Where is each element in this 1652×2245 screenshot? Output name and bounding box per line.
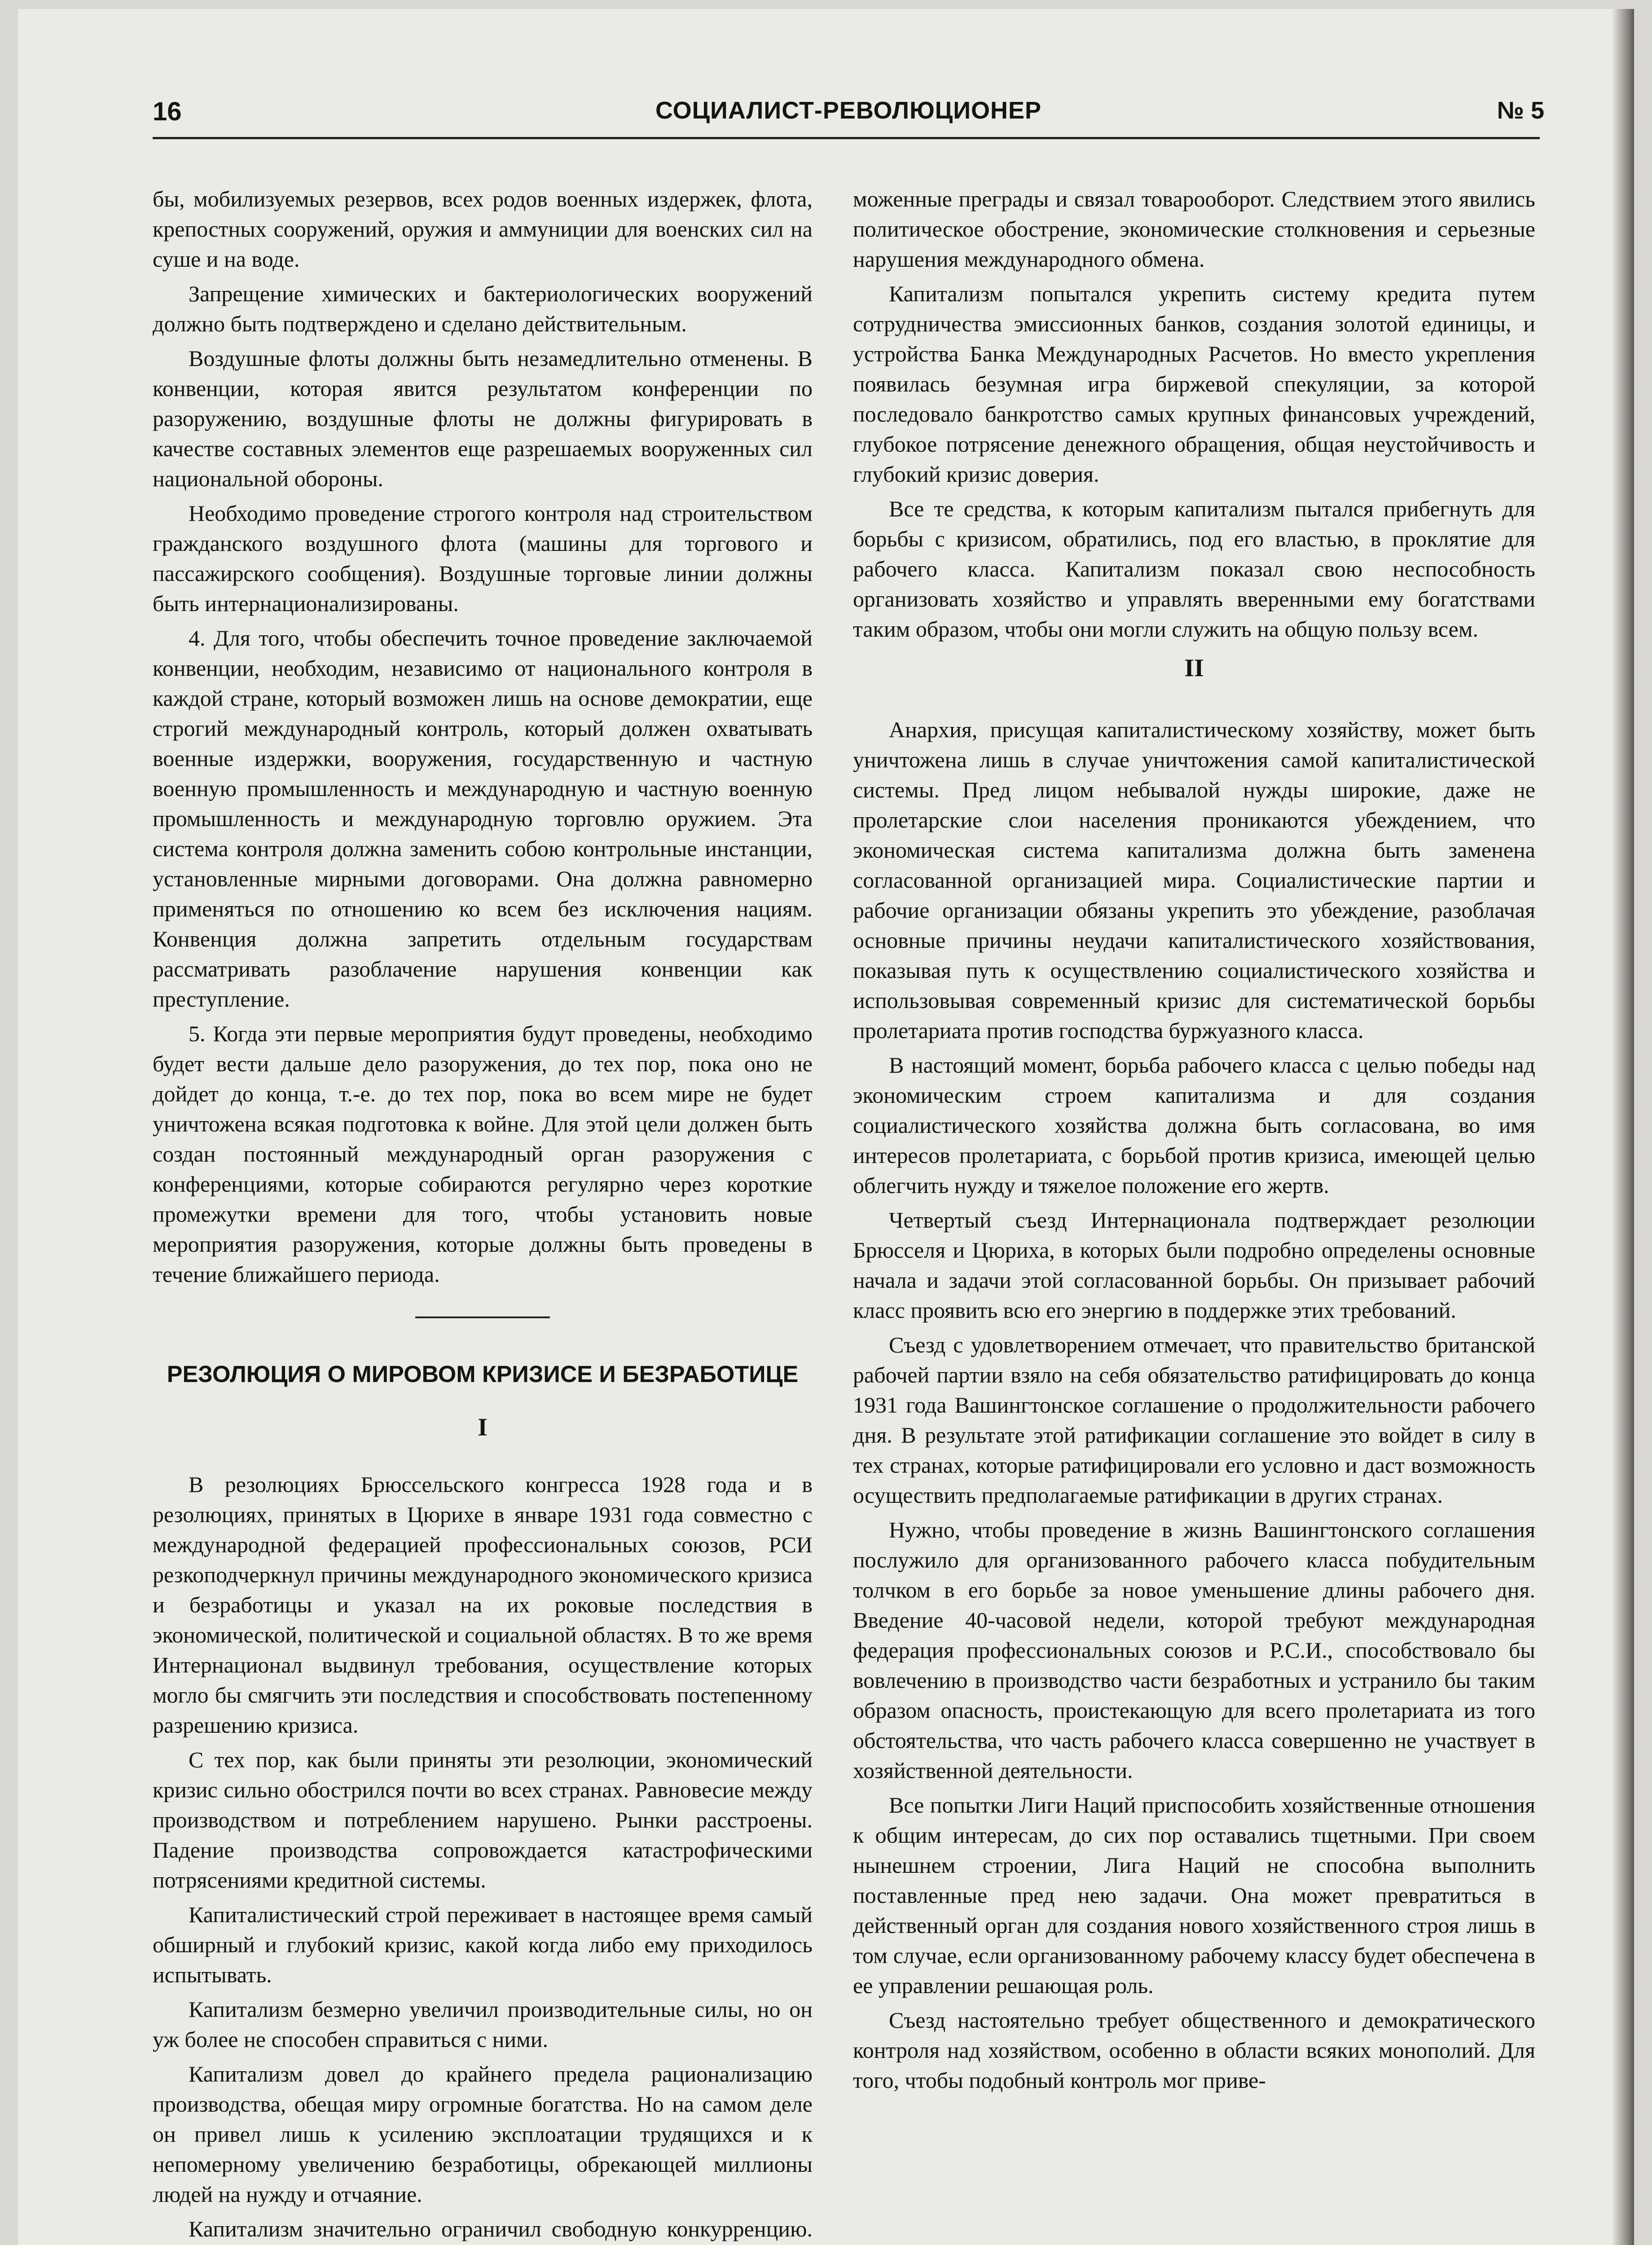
- paragraph: 5. Когда эти первые мероприятия будут проведены, необходимо будет вести дальше дело разоружения, до тех пор, пока оно не дойдет до конца, т.-е. до тех пор, пока во всем мире не будет уничтожена всякая подготовка к войне. Для этой цели должен быть создан постоянный международный орган разоружения с конференциями, которые собираются регулярно через короткие промежутки времени для того, чтобы установить новые мероприятия разоружения, которые должны быть проведены в течение ближайшего периода.: [153, 1021, 813, 1287]
- paragraph: Все попытки Лиги Наций приспособить хозяйственные отношения к общим интересам, до сих пор оставались тщетными. При своем нынешнем строении, Лига Наций не способна выполнить поставленные пред нею задачи. Она может превратиться в действенный орган для создания нового хозяйственного строя лишь в том случае, если организованному рабочему классу будет обеспечена в ее управлении решающая роль.: [853, 1792, 1535, 1998]
- paragraph: Капиталистический строй переживает в настоящее время самый обширный и глубокий кризис, какой когда либо ему приходилось испытывать.: [153, 1902, 813, 1987]
- page-header: [153, 97, 1544, 132]
- journal-title: СОЦИАЛИСТ-РЕВОЛЮЦИОНЕР: [655, 97, 1042, 124]
- paragraph: В настоящий момент, борьба рабочего класса с целью победы над экономическим строем капитализма и для создания социалистического хозяйства должна быть согласована, во имя интересов пролетариата, с борьбой против кризиса, имеющей целью облегчить нужду и тяжелое положение его жертв.: [853, 1052, 1535, 1198]
- document-page: [18, 9, 1634, 2245]
- paragraph: Съезд с удовлетворением отмечает, что правительство британской рабочей партии взяло на себя обязательство ратифицировать до конца 1931 года Вашингтонское соглашение о продолжительности рабочего дня. В результате этой ратификации соглашение это войдет в силу в тех странах, которые ратифицировали его условно и даст возможность осуществить предполагаемые ратификации в других странах.: [853, 1332, 1535, 1508]
- paragraph: Четвертый съезд Интернационала подтверждает резолюции Брюсселя и Цюриха, в которых были подробно определены основные начала и задачи этой согласованной борьбы. Он призывает рабочий класс проявить всю его энергию в поддержке этих требований.: [853, 1207, 1535, 1323]
- section-number-two: II: [1184, 654, 1204, 682]
- paragraph: В резолюциях Брюссельского конгресса 1928 года и в резолюциях, принятых в Цюрихе в январе 1931 года совместно с международной федерацией профессиональных союзов, РСИ резкоподчеркнул причины международного экономического кризиса и безработицы и указал на их роковые последствия в экономической, политической и социальной областях. В то же время Интернационал выдвинул требования, осуществление которых могло бы смягчить эти последствия и способствовать постепенному разрешению кризиса.: [153, 1472, 813, 1738]
- section-number-one: I: [478, 1413, 488, 1441]
- section-divider: [415, 1316, 550, 1318]
- resolution-title: РЕЗОЛЮЦИЯ О МИРОВОМ КРИЗИСЕ И БЕЗРАБОТИЦЕ: [167, 1361, 799, 1387]
- paragraph: Воздушные флоты должны быть незамедлительно отменены. В конвенции, которая явится результатом конференции по разоружению, воздушные флоты не должны фигурировать в качестве составных элементов еще разрешаемых вооруженных сил национальной обороны.: [153, 346, 813, 491]
- paragraph: бы, мобилизуемых резервов, всех родов военных издержек, флота, крепостных сооружений, оружия и аммуниции для военских сил на суше и на воде.: [153, 186, 813, 272]
- page-number: 16: [153, 97, 182, 126]
- paragraph: Все те средства, к которым капитализм пытался прибегнуть для борьбы с кризисом, обратились, под его властью, в проклятие для рабочего класса. Капитализм показал свою неспособность организовать хозяйство и управлять вверенными ему богатствами таким образом, чтобы они могли служить на общую пользу всем.: [853, 496, 1535, 642]
- paragraph: Нужно, чтобы проведение в жизнь Вашингтонского соглашения послужило для организованного рабочего класса побудительным толчком в его борьбе за новое уменьшение длины рабочего дня. Введение 40-часовой недели, которой требуют международная федерация профессиональных союзов и Р.С.И., способствовало бы вовлечению в производство части безработных и устранило бы таким образом опасность, проистекающую для всего пролетариата из того обстоятельства, что часть рабочего класса совершенно не участвует в хозяйственной деятельности.: [853, 1517, 1535, 1783]
- paragraph: Капитализм довел до крайнего предела рационализацию производства, обещая миру огромные богатства. Но на самом деле он привел лишь к усилению эксплоатации трудящихся и к непомерному увеличению безработицы, обрекающей миллионы людей на нужду и отчаяние.: [153, 2061, 813, 2207]
- paragraph: Капитализм значительно ограничил свободную конкурренцию.: [189, 2216, 813, 2241]
- paragraph: Капитализм безмерно увеличил производительные силы, но он уж более не способен справиться с ними.: [153, 1997, 813, 2052]
- issue-number: № 5: [1497, 97, 1544, 124]
- paragraph: С тех пор, как были приняты эти резолюции, экономический кризис сильно обострился почти во всех странах. Равновесие между производством и потреблением нарушено. Рынки расстроены. Падение производства сопровождается катастрофическими потрясениями кредитной системы.: [153, 1747, 813, 1893]
- paragraph: Запрещение химических и бактериологических вооружений должно быть подтверждено и сделано действительным.: [153, 281, 813, 336]
- paragraph: Съезд настоятельно требует общественного и демократического контроля над хозяйством, особенно в области всяких монополий. Для того, чтобы подобный контроль мог приве-: [853, 2007, 1535, 2093]
- right-column: [853, 184, 1535, 2245]
- left-column: [153, 184, 813, 2245]
- header-rule: [153, 137, 1540, 139]
- paragraph: Капитализм попытался укрепить систему кредита путем сотрудничества эмиссионных банков, создания золотой единицы, и устройства Банка Международных Расчетов. Но вместо укрепления появилась безумная игра биржевой спекуляции, за которой последовало банкротство самых крупных финансовых учреждений, глубокое потрясение денежного обращения, общая неустойчивость и глубокий кризис доверия.: [853, 281, 1535, 487]
- paragraph: Необходимо проведение строгого контроля над строительством гражданского воздушного флота (машины для торгового и пассажирского сообщения). Воздушные торговые линии должны быть интернационализированы.: [153, 501, 813, 616]
- paragraph: моженные преграды и связал товарооборот. Следствием этого явились политическое обострение, экономические столкновения и серьезные нарушения международного обмена.: [853, 186, 1535, 272]
- paragraph: 4. Для того, чтобы обеспечить точное проведение заключаемой конвенции, необходим, независимо от национального контроля в каждой стране, который возможен лишь на основе демократии, еще строгий международный контроль, который должен охватывать военные издержки, вооружения, государственную и частную военную промышленность и международную и частную военную промышленность и международную торговлю оружием. Эта система контроля должна заменить собою контрольные инстанции, установленные мирными договорами. Она должна равномерно применяться по отношению ко всем без исключения нациям. Конвенция должна запретить отдельным государствам рассматривать разоблачение нарушения конвенции как преступление.: [153, 625, 813, 1012]
- paragraph: Анархия, присущая капиталистическому хозяйству, может быть уничтожена лишь в случае уничтожения самой капиталистической системы. Пред лицом небывалой нужды широкие, даже не пролетарские слои населения проникаются убеждением, что экономическая система капитализма должна быть заменена согласованной организацией мира. Социалистические партии и рабочие организации обязаны укрепить это убеждение, разоблачая основные причины неудачи капиталистического хозяйствования, показывая путь к осуществлению социалистического хозяйства и использовывая современный кризис для систематической борьбы пролетариата против господства буржуазного класса.: [853, 717, 1535, 1043]
